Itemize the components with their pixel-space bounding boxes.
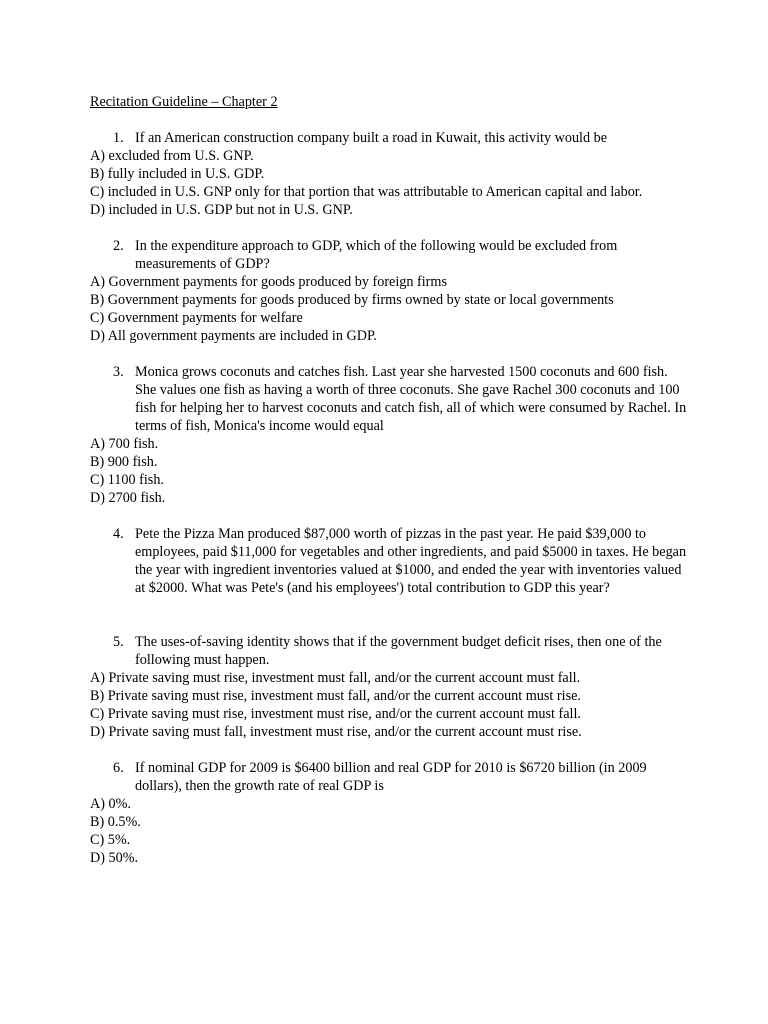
question-stem [90, 525, 690, 597]
question-stem [90, 129, 690, 147]
answer-choice-d: D) 50%. [90, 850, 139, 866]
answer-choice-a: A) excluded from U.S. GNP. [90, 148, 254, 164]
question-text: The uses-of-saving identity shows that if the government budget deficit rises, then one of the following must happen. [135, 634, 662, 668]
answer-choice-c: C) included in U.S. GNP only for that portion that was attributable to American capital and labor. [90, 184, 643, 200]
answer-choice-b: B) 0.5%. [90, 814, 141, 830]
answer-choice-d: D) Private saving must fall, investment must rise, and/or the current account must rise. [90, 724, 582, 740]
answer-choice-d: D) All government payments are included in GDP. [90, 328, 377, 344]
question-2 [90, 237, 690, 345]
question-number: 1. [113, 130, 124, 146]
answer-choice-a: A) Private saving must rise, investment must fall, and/or the current account must fall. [90, 670, 581, 686]
question-stem [90, 759, 690, 795]
question-text: If an American construction company built a road in Kuwait, this activity would be [135, 130, 608, 146]
question-number: 3. [113, 364, 124, 380]
question-stem [90, 363, 690, 435]
answer-choice-a: A) 0%. [90, 796, 131, 812]
answer-choice-b: B) Government payments for goods produced by firms owned by state or local governments [90, 292, 614, 308]
question-stem [90, 633, 690, 669]
answer-choice-b: B) Private saving must rise, investment must fall, and/or the current account must rise. [90, 688, 581, 704]
answer-choice-a: A) 700 fish. [90, 436, 159, 452]
question-4 [90, 525, 690, 597]
question-text: In the expenditure approach to GDP, which of the following would be excluded from measurements of GDP? [135, 238, 618, 272]
document-title: Recitation Guideline – Chapter 2 [90, 94, 278, 110]
answer-choice-d: D) included in U.S. GDP but not in U.S. GNP. [90, 202, 353, 218]
question-number: 4. [113, 526, 124, 542]
answer-choice-b: B) fully included in U.S. GDP. [90, 166, 265, 182]
answer-choice-c: C) Private saving must rise, investment must rise, and/or the current account must fall. [90, 706, 581, 722]
question-5 [90, 633, 690, 741]
question-6 [90, 759, 690, 867]
answer-choice-c: C) 5%. [90, 832, 131, 848]
question-1 [90, 129, 690, 219]
question-3 [90, 363, 690, 507]
question-text: If nominal GDP for 2009 is $6400 billion and real GDP for 2010 is $6720 billion (in 2009 dollars), then the growth rate of real GDP is [135, 760, 647, 794]
question-number: 2. [113, 238, 124, 254]
answer-choice-a: A) Government payments for goods produced by foreign firms [90, 274, 447, 290]
answer-choice-c: C) Government payments for welfare [90, 310, 303, 326]
question-number: 6. [113, 760, 124, 776]
question-number: 5. [113, 634, 124, 650]
answer-choice-b: B) 900 fish. [90, 454, 158, 470]
document-page [90, 93, 690, 885]
answer-choice-d: D) 2700 fish. [90, 490, 166, 506]
answer-choice-c: C) 1100 fish. [90, 472, 164, 488]
question-text: Monica grows coconuts and catches fish. Last year she harvested 1500 coconuts and 600 fish. She values one fish as having a worth of three coconuts. She gave Rachel 300 coconuts and 100 fish for helping her to harvest coconuts and catch fish, all of which were consumed by Rachel. In terms of fish, Monica's income would equal [135, 364, 687, 434]
question-stem [90, 237, 690, 273]
question-text: Pete the Pizza Man produced $87,000 worth of pizzas in the past year. He paid $39,000 to employees, paid $11,000 for vegetables and other ingredients, and paid $5000 in taxes. He began the year with ingredient inventories valued at $1000, and ended the year with inventories valued at $2000. What was Pete's (and his employees') total contribution to GDP this year? [135, 526, 687, 596]
